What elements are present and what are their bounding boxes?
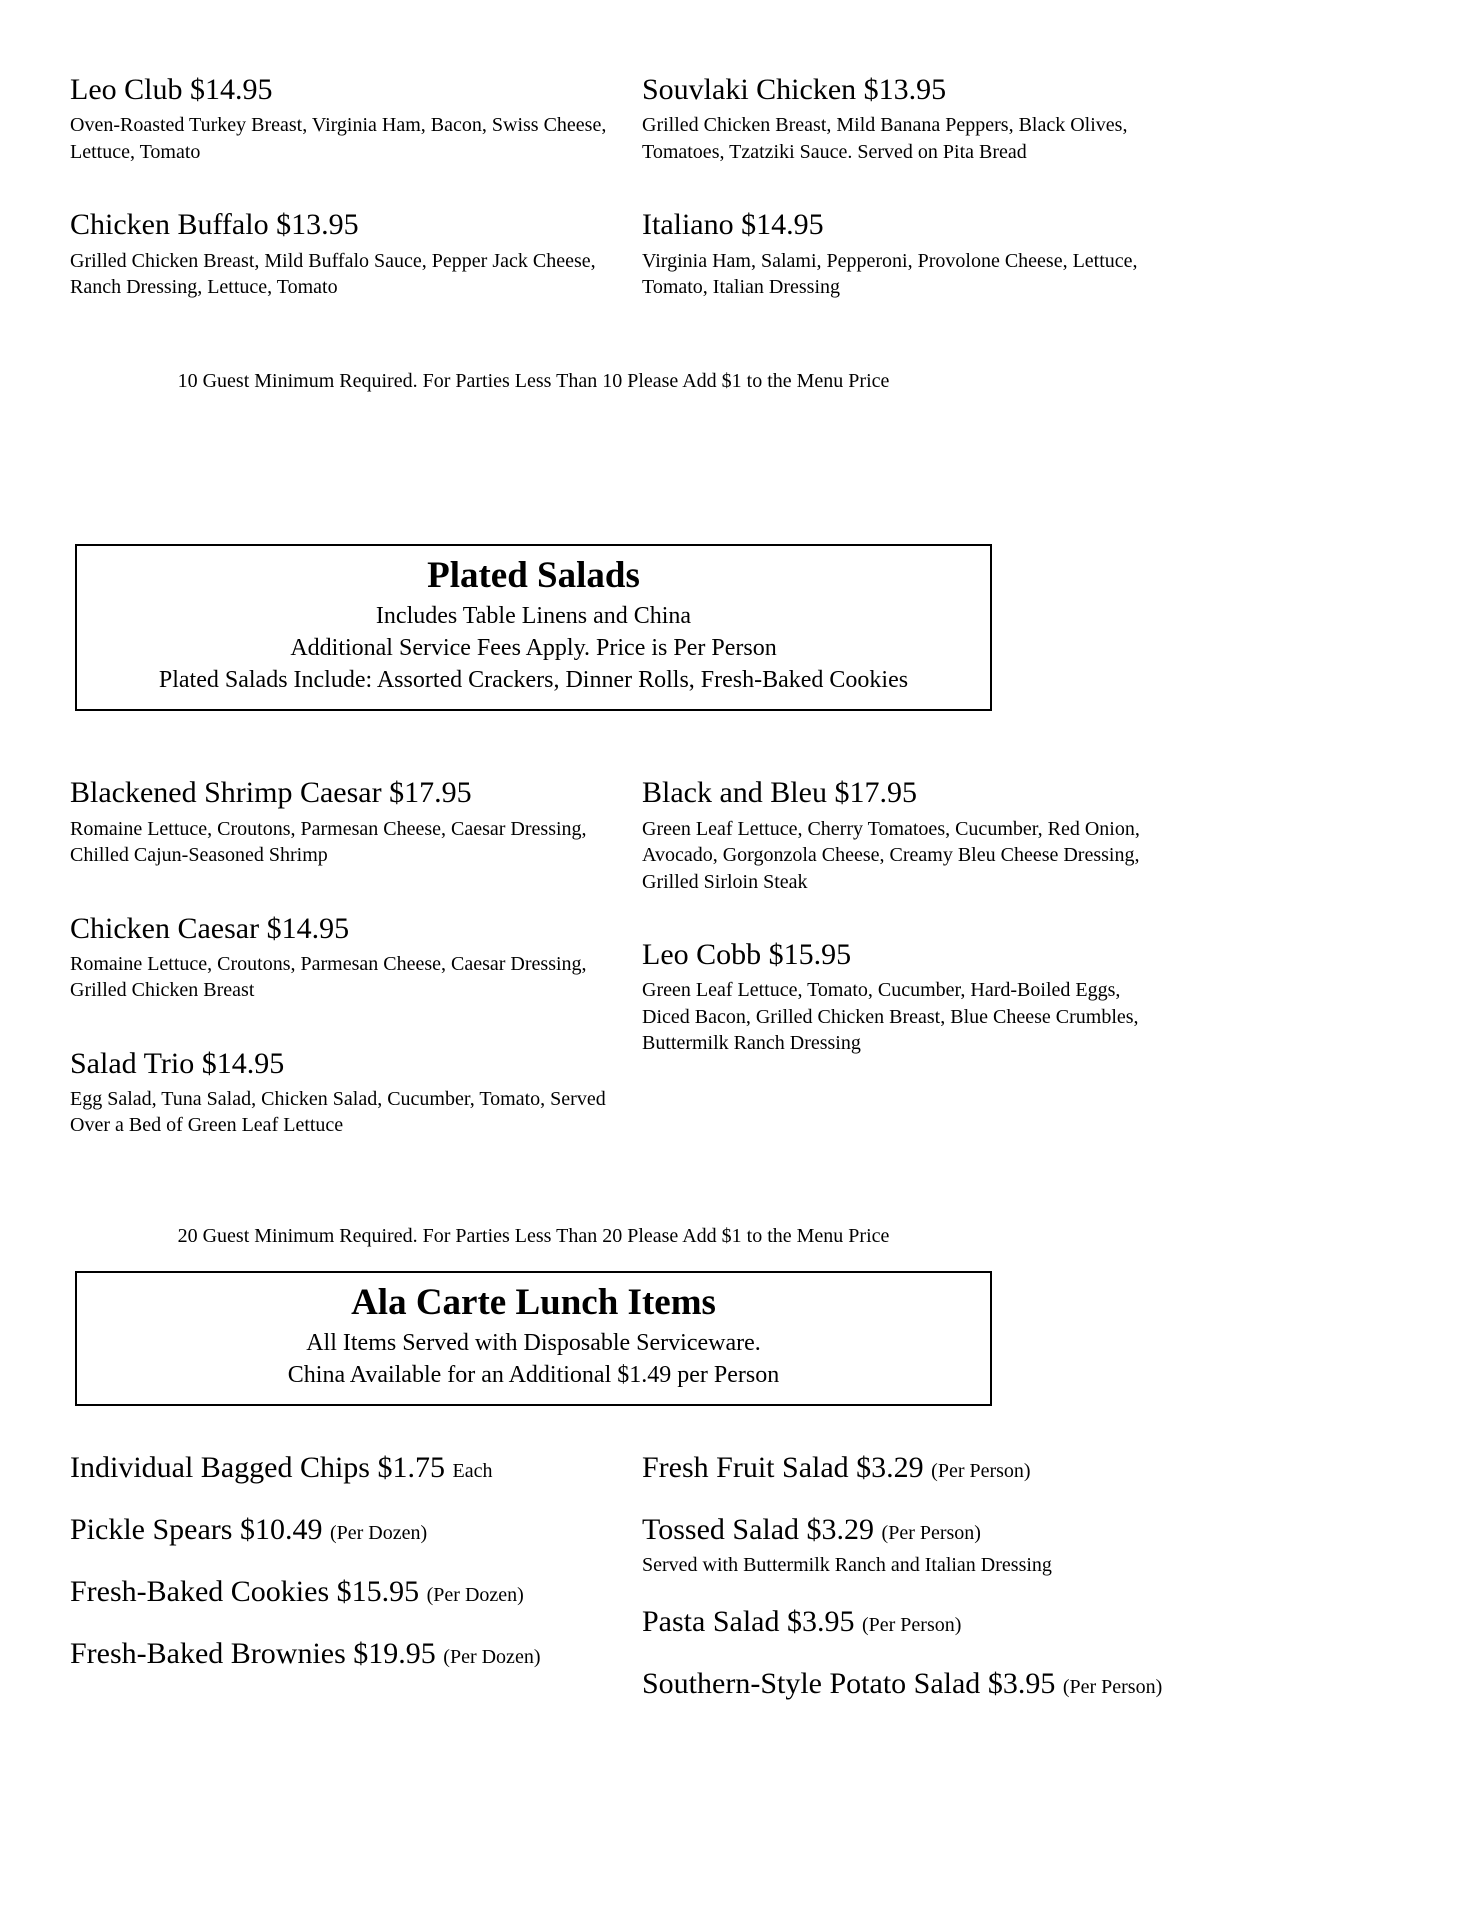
item-price: $3.29 [856,1450,924,1484]
item-title [70,775,610,810]
item-description: Virginia Ham, Salami, Pepperoni, Provolone Cheese, Lettuce, Tomato, Italian Dressing [642,249,1138,298]
menu-item-salad-trio [70,1046,610,1139]
item-description: Green Leaf Lettuce, Tomato, Cucumber, Hard-Boiled Eggs, Diced Bacon, Grilled Chicken Breast, Blue Cheese Crumbles, Buttermilk Ranch Dressing [642,979,1139,1055]
minimum-guests-note: 10 Guest Minimum Required. For Parties Less Than 10 Please Add $1 to the Menu Price [177,370,890,393]
plated-salads-header-box [75,544,992,711]
item-price: $15.95 [336,1574,420,1608]
item-name: Chicken Buffalo [70,208,269,242]
section-subtitle: China Available for an Additional $1.49 per Person [287,1361,780,1388]
item-name: Pickle Spears [70,1512,233,1546]
item-description: Egg Salad, Tuna Salad, Chicken Salad, Cucumber, Tomato, Served Over a Bed of Green Leaf Lettuce [70,1088,606,1137]
item-unit: (Per Person) [1062,1675,1163,1698]
item-name: Salad Trio [70,1046,195,1080]
ala-carte-right-column [642,1450,1414,1728]
ala-carte-section [70,1450,1414,1728]
item-price: $13.95 [276,208,359,242]
item-unit: (Per Dozen) [329,1521,428,1544]
item-title [642,775,1147,810]
item-name: Individual Bagged Chips [70,1450,370,1484]
item-name: Tossed Salad [642,1512,800,1546]
sandwich-right-column [642,72,1147,342]
menu-item-souvlaki-chicken [642,72,1147,165]
plated-salads-section [70,775,1414,1181]
item-unit: (Per Person) [881,1521,981,1544]
section-subtitle: Includes Table Linens and China [375,603,692,630]
item-price: $17.95 [389,776,472,810]
item-price: $15.95 [768,937,852,971]
item-description: Grilled Chicken Breast, Mild Buffalo Sauce, Pepper Jack Cheese, Ranch Dressing, Lettuce, Tomato [70,249,596,298]
menu-item-italiano [642,207,1147,300]
ala-carte-item-pickle-spears [70,1512,610,1548]
item-unit: (Per Dozen) [426,1583,524,1606]
item-price: $14.95 [201,1046,285,1080]
minimum-guests-note: 20 Guest Minimum Required. For Parties Less Than 20 Please Add $1 to the Menu Price [177,1224,890,1247]
ala-carte-item-tossed-salad [642,1512,1414,1578]
item-name: Leo Club [70,73,183,106]
menu-item-chicken-buffalo [70,207,610,300]
item-name: Italiano [642,208,734,242]
item-name: Souvlaki Chicken [642,73,857,106]
ala-carte-item-cookies [70,1574,610,1610]
item-unit: Each [452,1459,493,1482]
menu-item-chicken-caesar [70,911,610,1004]
item-price: $19.95 [353,1636,436,1670]
menu-item-leo-cobb [642,937,1147,1057]
item-description: Romaine Lettuce, Croutons, Parmesan Cheese, Caesar Dressing, Grilled Chicken Breast [70,952,587,1002]
ala-carte-item-brownies [70,1636,610,1672]
item-title [642,207,1147,242]
item-unit: (Per Person) [931,1459,1031,1482]
ala-carte-item-pasta-salad [642,1604,1414,1640]
item-name: Fresh-Baked Brownies [70,1636,346,1670]
section-subtitle: Plated Salads Include: Assorted Crackers, Dinner Rolls, Fresh-Baked Cookies [158,667,909,694]
salads-right-column [642,775,1147,1181]
menu-item-leo-club [70,72,610,165]
item-name: Chicken Caesar [70,911,260,945]
ala-carte-header-box [75,1271,992,1406]
item-description: Oven-Roasted Turkey Breast, Virginia Ham, Bacon, Swiss Cheese, Lettuce, Tomato [70,114,607,163]
ala-carte-item-bagged-chips [70,1450,610,1486]
section-title: Plated Salads [427,555,640,597]
item-price: $14.95 [190,73,273,106]
item-unit: (Per Person) [861,1613,962,1636]
ala-carte-left-column [70,1450,610,1728]
sandwich-left-column [70,72,610,342]
item-unit: (Per Dozen) [443,1645,541,1668]
item-name: Fresh-Baked Cookies [70,1574,330,1608]
item-price: $3.29 [806,1512,875,1546]
item-price: $14.95 [266,911,350,945]
item-price: $3.95 [786,1604,855,1638]
item-name: Leo Cobb [642,937,762,971]
item-description: Romaine Lettuce, Croutons, Parmesan Cheese, Caesar Dressing, Chilled Cajun-Seasoned Shrimp [70,817,587,867]
item-price: $3.95 [987,1666,1056,1700]
item-name: Black and Bleu [642,776,827,810]
menu-item-blackened-shrimp-caesar [70,775,610,868]
item-price: $13.95 [863,73,947,106]
sandwich-section [70,72,1414,342]
item-price: $17.95 [834,776,917,810]
salads-left-column [70,775,610,1181]
item-title [70,207,610,242]
item-title [70,1046,610,1081]
item-price: $14.95 [741,208,824,242]
item-price: $10.49 [239,1512,323,1546]
ala-carte-item-potato-salad [642,1666,1414,1702]
item-name: Fresh Fruit Salad [642,1450,849,1484]
item-title [70,72,610,107]
item-description: Green Leaf Lettuce, Cherry Tomatoes, Cucumber, Red Onion, Avocado, Gorgonzola Cheese, Creamy Bleu Cheese Dressing, Grilled Sirloin Steak [642,817,1140,893]
section-subtitle: All Items Served with Disposable Serviceware. [306,1329,761,1356]
item-title [70,911,610,946]
item-name: Blackened Shrimp Caesar [70,776,382,810]
item-name: Southern-Style Potato Salad [642,1666,981,1700]
item-title [642,937,1147,972]
ala-carte-item-fruit-salad [642,1450,1414,1486]
item-description: Served with Buttermilk Ranch and Italian Dressing [642,1553,1052,1576]
menu-item-black-and-bleu [642,775,1147,895]
section-title: Ala Carte Lunch Items [351,1281,716,1323]
item-title [642,72,1147,107]
item-name: Pasta Salad [642,1604,780,1638]
item-price: $1.75 [377,1450,445,1484]
item-description: Grilled Chicken Breast, Mild Banana Peppers, Black Olives, Tomatoes, Tzatziki Sauce. Served on Pita Bread [642,114,1128,163]
section-subtitle: Additional Service Fees Apply. Price is Per Person [290,635,777,662]
